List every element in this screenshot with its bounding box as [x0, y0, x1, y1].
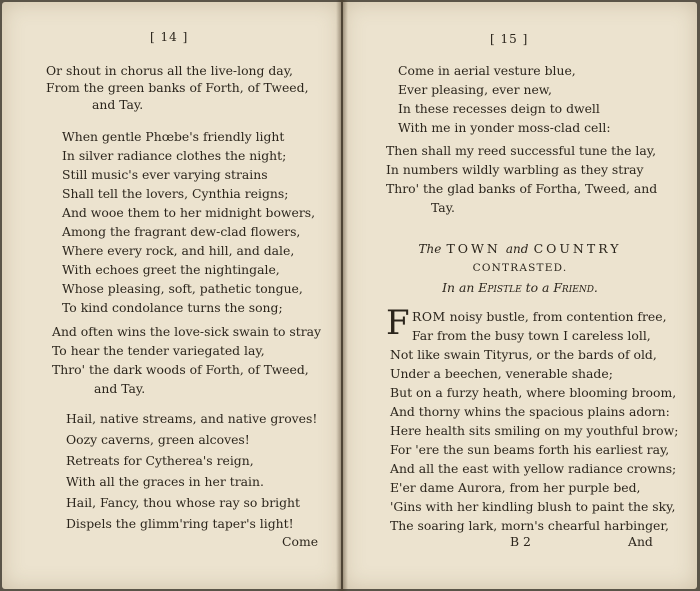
- catchword-right: And: [628, 534, 653, 549]
- verse-line: Shall tell the lovers, Cynthia reigns;: [62, 186, 289, 201]
- verse-line: and Tay.: [94, 381, 146, 396]
- poem-title: [343, 238, 697, 257]
- verse-line: And wooe them to her midnight bowers,: [62, 205, 316, 220]
- verse-line: And thorny whins the spacious plains adorn:: [390, 404, 670, 419]
- verse-line: Then shall my reed successful tune the lay,: [386, 143, 657, 158]
- verse-line: Retreats for Cytherea's reign,: [66, 453, 254, 468]
- verse-line: With all the graces in her train.: [66, 474, 264, 489]
- first-line-text: noisy bustle, from contention free,: [445, 309, 667, 324]
- verse-line: In numbers wildly warbling as they stray: [386, 162, 644, 177]
- title-word: CONTRASTED.: [472, 262, 568, 274]
- poem-dedication: [343, 280, 697, 295]
- verse-line: To kind condolance turns the song;: [62, 300, 283, 315]
- verse-line: Hail, native streams, and native groves!: [66, 411, 318, 426]
- title-word: TOWN: [446, 241, 501, 256]
- verse-line: Under a beechen, venerable shade;: [390, 366, 613, 381]
- book-gutter: [336, 0, 348, 591]
- verse-line: and Tay.: [92, 97, 144, 112]
- verse-line: Tay.: [431, 200, 455, 215]
- verse-line: Ever pleasing, ever new,: [398, 82, 552, 97]
- title-word: The: [418, 242, 442, 256]
- verse-line: And often wins the love-sick swain to stray: [52, 324, 322, 339]
- title-word: and: [505, 242, 529, 256]
- verse-line: When gentle Phœbe's friendly light: [62, 129, 285, 144]
- verse-line: Dispels the glimm'ring taper's light!: [66, 516, 294, 531]
- verse-line: In silver radiance clothes the night;: [62, 148, 287, 163]
- page-number-right: [ 15 ]: [490, 32, 529, 46]
- verse-line: Still music's ever varying strains: [62, 167, 268, 182]
- verse-line: Oozy caverns, green alcoves!: [66, 432, 250, 447]
- signature-mark: B 2: [510, 534, 531, 549]
- verse-line: Where every rock, and hill, and dale,: [62, 243, 295, 258]
- verse-line: In these recesses deign to dwell: [398, 101, 600, 116]
- first-word-caps: ROM: [412, 309, 446, 324]
- verse-line: But on a furzy heath, where blooming broom,: [390, 385, 677, 400]
- page-number-left: [ 14 ]: [150, 30, 189, 44]
- verse-line: For 'ere the sun beams forth his earliest ray,: [390, 442, 670, 457]
- verse-line-first: [412, 310, 667, 324]
- verse-line: Among the fragrant dew-clad flowers,: [62, 224, 301, 239]
- dedication-word: Friend.: [553, 280, 598, 295]
- verse-line: Whose pleasing, soft, pathetic tongue,: [62, 281, 303, 296]
- verse-line: And all the east with yellow radiance crowns;: [390, 461, 677, 476]
- verse-line: Thro' the glad banks of Fortha, Tweed, and: [386, 181, 658, 196]
- verse-line: Not like swain Tityrus, or the bards of old,: [390, 347, 657, 362]
- verse-line: Here health sits smiling on my youthful brow;: [390, 423, 679, 438]
- dedication-word: to a: [525, 280, 550, 295]
- verse-line: To hear the tender variegated lay,: [52, 343, 265, 358]
- verse-line: The soaring lark, morn's chearful harbinger,: [390, 518, 669, 533]
- verse-line: With echoes greet the nightingale,: [62, 262, 280, 277]
- verse-line: E'er dame Aurora, from her purple bed,: [390, 480, 641, 495]
- poem-subtitle-contrasted: [343, 256, 697, 275]
- title-word: COUNTRY: [533, 241, 622, 256]
- dedication-word: Epistle: [478, 280, 522, 295]
- verse-line: Hail, Fancy, thou whose ray so bright: [66, 495, 301, 510]
- verse-line: With me in yonder moss-clad cell:: [398, 120, 611, 135]
- dedication-word: In an: [442, 280, 475, 295]
- drop-cap: F: [386, 303, 410, 343]
- verse-line: Come in aerial vesture blue,: [398, 63, 576, 78]
- verse-line: Thro' the dark woods of Forth, of Tweed,: [52, 362, 309, 377]
- verse-line: Far from the busy town I careless loll,: [412, 328, 651, 343]
- verse-line: From the green banks of Forth, of Tweed,: [46, 80, 309, 95]
- catchword-left: Come: [282, 534, 319, 549]
- verse-line: Or shout in chorus all the live-long day,: [46, 63, 293, 78]
- verse-line: 'Gins with her kindling blush to paint the sky,: [390, 499, 676, 514]
